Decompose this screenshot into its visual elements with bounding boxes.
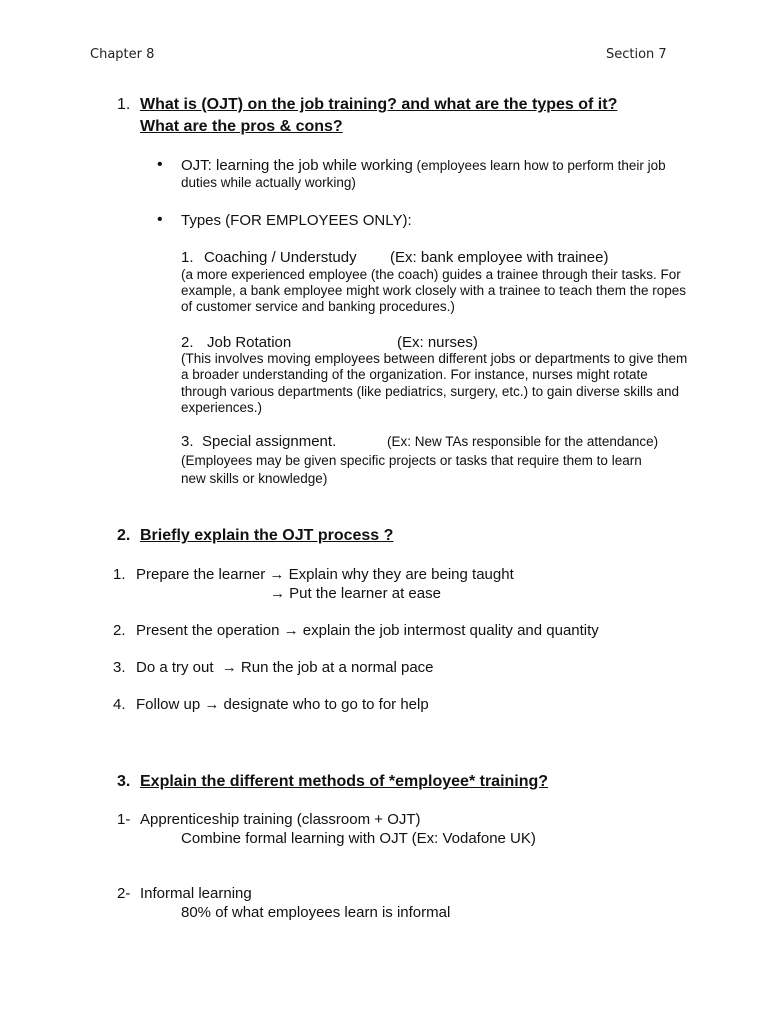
step-item xyxy=(136,696,429,713)
type3-desc-line: (Employees may be given specific projects or tasks that require them to learn xyxy=(181,453,642,468)
bullet-types: Types (FOR EMPLOYEES ONLY): xyxy=(181,212,412,229)
arrow-icon: → xyxy=(269,566,285,583)
type2-desc-line: (This involves moving employees between different jobs or departments to give them xyxy=(181,351,688,366)
bullet-dot: • xyxy=(157,156,163,173)
type3-name: Special assignment. xyxy=(202,433,337,450)
arrow-icon: → xyxy=(221,659,237,676)
step-item xyxy=(136,622,599,639)
type2-example: (Ex: nurses) xyxy=(397,334,478,351)
q3-number: 3. xyxy=(117,773,131,790)
step-number: 1. xyxy=(113,566,126,583)
q3-title: Explain the different methods of *employee* training? xyxy=(140,773,549,790)
q1-number: 1. xyxy=(117,96,131,113)
type2-number: 2. xyxy=(181,334,194,351)
ojt-lead: OJT: learning the job while working xyxy=(181,157,413,174)
type2-desc-line: through various departments (like pediatrics, surgery, etc.) to gain diverse skills and xyxy=(181,384,679,399)
arrow-icon: → xyxy=(270,585,285,602)
q2-number: 2. xyxy=(117,527,131,544)
chapter-label: Chapter 8 xyxy=(90,47,155,62)
type2-desc-line: a broader understanding of the organization. For instance, nurses might rotate xyxy=(181,367,648,382)
step-item xyxy=(136,566,514,583)
type1-name: Coaching / Understudy xyxy=(204,249,357,266)
method-name: Apprenticeship training (classroom + OJT) xyxy=(140,811,421,828)
arrow-icon: → xyxy=(204,696,220,713)
step-result: explain the job intermost quality and quantity xyxy=(302,622,599,639)
q2-title: Briefly explain the OJT process ? xyxy=(140,527,394,544)
type1-example: (Ex: bank employee with trainee) xyxy=(390,249,609,266)
step-text: Follow up xyxy=(136,696,201,713)
type2-desc-line: experiences.) xyxy=(181,400,263,415)
step-result: designate who to go to for help xyxy=(223,696,429,713)
bullet-ojt xyxy=(181,157,666,175)
step-item xyxy=(136,659,434,676)
step-item xyxy=(270,585,441,602)
ojt-paren-a: (employees learn how to perform their job xyxy=(412,158,666,173)
q1-title-line1: What is (OJT) on the job training? and what are the types of it? xyxy=(140,96,618,113)
method-name: Informal learning xyxy=(140,885,252,902)
step-result: Explain why they are being taught xyxy=(288,566,514,583)
bullet-dot: • xyxy=(157,211,163,228)
method-detail: 80% of what employees learn is informal xyxy=(181,904,451,921)
type2-name: Job Rotation xyxy=(207,334,292,351)
section-label: Section 7 xyxy=(606,47,667,62)
type3-number: 3. xyxy=(181,433,194,450)
step-text: Do a try out xyxy=(136,659,214,676)
type3-example: (Ex: New TAs responsible for the attendance) xyxy=(387,434,659,449)
step-result: Run the job at a normal pace xyxy=(240,659,434,676)
step-number: 3. xyxy=(113,659,126,676)
type1-desc-line: (a more experienced employee (the coach) guides a trainee through their tasks. For xyxy=(181,267,681,282)
method-number: 2- xyxy=(117,885,131,902)
type1-desc-line: example, a bank employee might work closely with a trainee to teach them the ropes xyxy=(181,283,687,298)
type1-desc-line: of customer service and banking procedures.) xyxy=(181,299,455,314)
method-detail: Combine formal learning with OJT (Ex: Vodafone UK) xyxy=(181,830,536,847)
method-number: 1- xyxy=(117,811,131,828)
ojt-paren-b: duties while actually working) xyxy=(181,175,356,190)
arrow-icon: → xyxy=(283,622,299,639)
type1-number: 1. xyxy=(181,249,194,266)
q1-title-line2: What are the pros & cons? xyxy=(140,118,343,135)
step-number: 2. xyxy=(113,622,126,639)
step-text: Prepare the learner xyxy=(136,566,266,583)
type3-desc-line: new skills or knowledge) xyxy=(181,471,328,486)
step-result: Put the learner at ease xyxy=(289,585,441,602)
step-text: Present the operation xyxy=(136,622,280,639)
step-number: 4. xyxy=(113,696,126,713)
